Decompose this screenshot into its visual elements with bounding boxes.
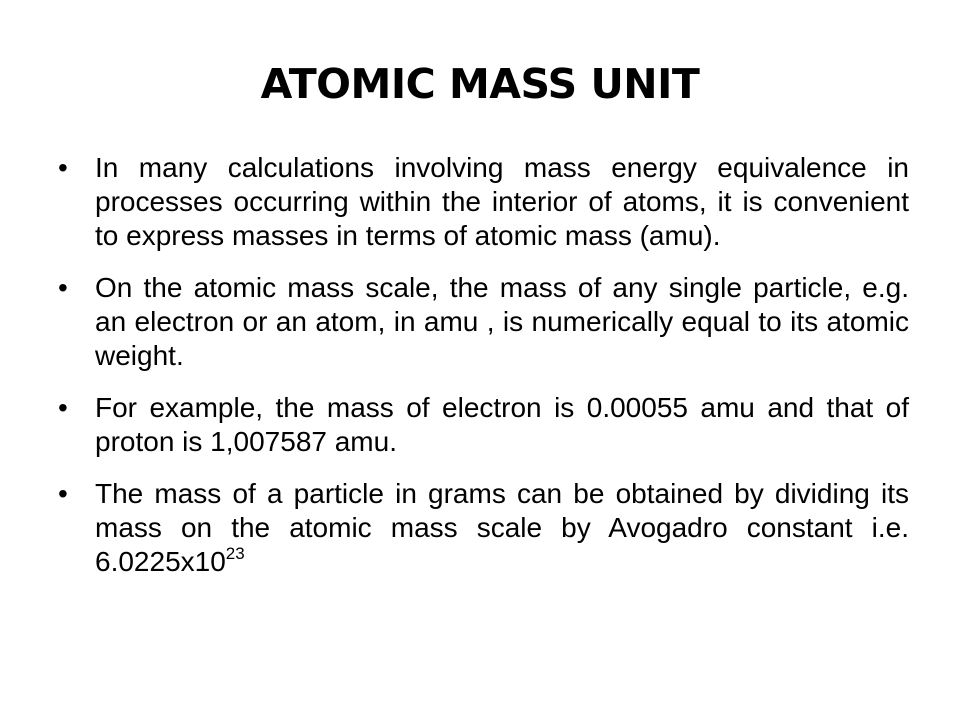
bullet-list (58, 151, 909, 579)
slide-title: ATOMIC MASS UNIT (260, 60, 700, 108)
bullet-text-3: For example, the mass of electron is 0.00055 amu and that of proton is 1,007587 amu. (95, 392, 909, 457)
bullet-text-2: On the atomic mass scale, the mass of any single particle, e.g. an electron or an atom, in amu , is numerically equal to its atomic weight. (95, 272, 909, 371)
bullet-text-4: The mass of a particle in grams can be obtained by dividing its mass on the atomic mass scale by Avogadro constant i.e. 6.0225x10 (95, 478, 909, 577)
bullet-item-3 (58, 391, 909, 459)
bullet-dot-icon: • (58, 392, 68, 423)
bullet-item-2 (58, 271, 909, 373)
exponent-superscript: 23 (225, 544, 245, 563)
bullet-item-4 (58, 477, 909, 579)
bullet-dot-icon: • (58, 152, 68, 183)
bullet-item-1 (58, 151, 909, 253)
bullet-dot-icon: • (58, 478, 68, 509)
bullet-dot-icon: • (58, 272, 68, 303)
bullet-text-1: In many calculations involving mass energy equivalence in processes occurring within the interior of atoms, it is convenient to express masses in terms of atomic mass (amu). (95, 152, 909, 251)
